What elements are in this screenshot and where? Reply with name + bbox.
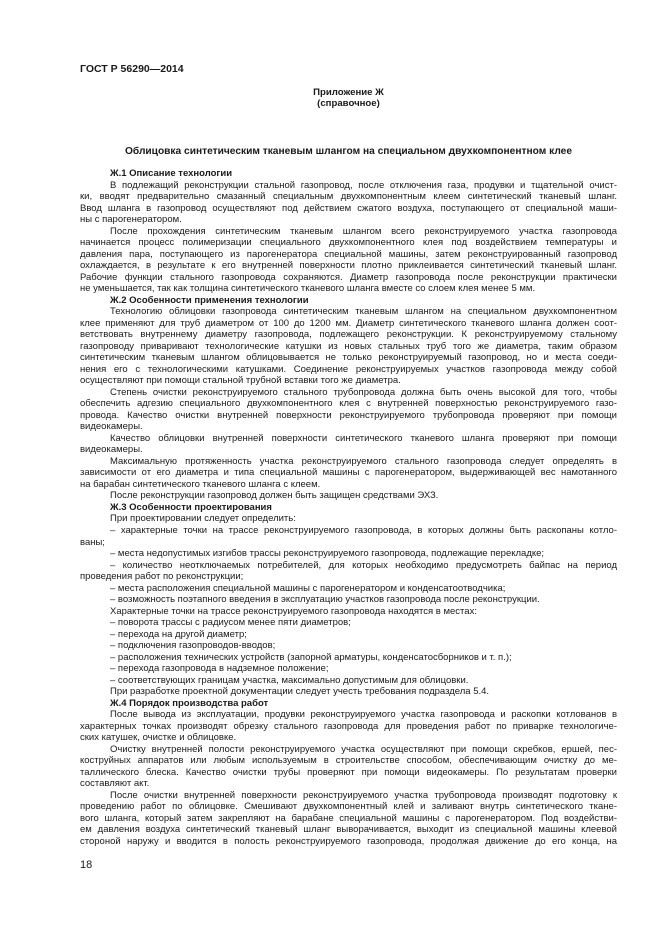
- text-line: начинается процесс полимеризации специального двухкомпонентного клея под воздействием температуры и: [80, 237, 617, 249]
- text-line: не уменьшается, так как толщина синтетического тканевого шланга вместе со слоем клея менее 5 мм.: [80, 283, 536, 295]
- text-line: коструйных аппаратов или любым используемым в строительстве способом, обеспечивающим очистку до ме-: [80, 755, 617, 767]
- text-line: зависимости от его диаметра и типа специальной машины с парогенератором, выдерживающей вес намотанного: [80, 467, 617, 479]
- text-line: – соответствующих границам участка, максимально допустимым для облицовки.: [110, 674, 469, 686]
- text-line: – поворота трассы с радиусом менее пяти диаметров;: [110, 617, 351, 629]
- text-line: Рабочие функции стального газопровода сохраняются. Диаметр газопровода после реконструкции практически: [80, 271, 617, 283]
- text-line: обеспечить адгезию специального двухкомпонентного клея с внутренней поверхностью реконструируемого газо-: [80, 398, 617, 410]
- text-line: осуществляют при помощи стальной трубной вставки того же диаметра.: [80, 375, 401, 387]
- text-line: ем давления воздуха синтетический тканевый шланг выворачивается, выходит из специальной машины клеевой: [80, 824, 617, 836]
- text-line: После вывода из эксплуатации, продувки реконструируемого участка газопровода и раскопки котлованов в: [110, 709, 617, 721]
- text-line: провода. Качество очистки внутренней поверхности реконструируемого трубопровода проверяют при помощи: [80, 409, 617, 421]
- text-line: – возможность поэтапного введения в эксплуатацию участков газопровода после реконструкции.: [110, 594, 540, 606]
- text-line: газопроводу приваривают технологические катушки из новых стальных труб того же диаметра, таким образом: [80, 340, 617, 352]
- appendix-label: Приложение Ж: [313, 87, 384, 98]
- text-line: – места недопустимых изгибов трассы реконструируемого газопровода, подлежащие перекладке;: [110, 548, 545, 560]
- text-line: Степень очистки реконструируемого стального трубопровода должна быть очень высокой для того, чтобы: [110, 386, 617, 398]
- subsection-heading: Ж.3 Особенности проектирования: [110, 501, 272, 513]
- document-number: ГОСТ Р 56290—2014: [80, 63, 184, 75]
- text-line: ских катушек, очистке и облицовке.: [80, 732, 237, 744]
- text-line: вого шланга, который затем закрепляют на барабане специальной машины с парогенератором. Под воздействи-: [80, 812, 617, 824]
- text-line: При разработке проектной документации следует учесть требования подраздела 5.4.: [110, 686, 490, 698]
- text-line: охлаждается, в результате к его внутренней поверхности плотно приклеивается синтетический тканевый шланг.: [80, 260, 617, 272]
- text-line: видеокамеры.: [80, 444, 143, 456]
- text-line: Максимальную протяженность участка реконструируемого стального газопровода следует определять в: [110, 455, 617, 467]
- text-line: стороной наружу и вводится в полость реконструируемого газопровода, продолжая движение до его конца, на: [80, 835, 617, 847]
- text-line: составляют акт.: [80, 778, 150, 790]
- text-line: проведению работ по облицовке. Смешивают двухкомпонентный клей и заливают внутрь синтетического ткане-: [80, 801, 617, 813]
- text-line: нения его с технологическими катушками. Соединение реконструируемых участков газопровода между собой: [80, 363, 617, 375]
- text-line: характерных точках производят обрезку стального газопровода для проведения работ по приварке технологиче-: [80, 720, 617, 732]
- text-line: ваны;: [80, 536, 105, 548]
- text-line: Характерные точки на трассе реконструируемого газопровода находятся в местах:: [110, 605, 477, 617]
- text-line: клее применяют для труб диаметром от 100 до 1200 мм. Диаметр синтетического тканевого шланга должен соот-: [80, 317, 617, 329]
- text-line: В подлежащий реконструкции стальной газопровод, после отключения газа, продувки и тщательной очист-: [110, 179, 617, 191]
- text-line: таллического блеска. Качество очистки трубы проверяют при помощи видеокамеры. По результатам проверки: [80, 766, 617, 778]
- text-line: Качество облицовки внутренней поверхности синтетического тканевого шланга проверяют при помощи: [110, 432, 617, 444]
- text-line: Очистку внутренней полости реконструируемого участка осуществляют при помощи скребков, ершей, пес-: [110, 743, 617, 755]
- text-line: Технологию облицовки газопровода синтетическим тканевым шлангом на специальном двухкомпонентном: [110, 306, 617, 318]
- text-line: – количество неотключаемых потребителей, для которых необходимо предусмотреть байпас на период: [110, 559, 617, 571]
- body-text: [80, 168, 617, 847]
- text-line: – перехода газопровода в надземное положение;: [110, 663, 329, 675]
- text-line: проведения работ по реконструкции;: [80, 571, 244, 583]
- text-line: синтетическим тканевым шлангом облицовывается не только реконструируемый газопровод, но и места соеди-: [80, 352, 617, 364]
- text-line: – расположения технических устройств (запорной арматуры, конденсатосборников и т. п.);: [110, 651, 512, 663]
- subsection-heading: Ж.4 Порядок производства работ: [110, 697, 269, 709]
- text-line: ветствовать внутреннему диаметру газопровода, подлежащего реконструкции. К реконструируемому стальному: [80, 329, 617, 341]
- page-number: 18: [80, 859, 93, 871]
- text-line: на барабан синтетического тканевого шланга с клеем.: [80, 478, 321, 490]
- section-title: Облицовка синтетическим тканевым шлангом на специальном двухкомпонентном клее: [124, 146, 572, 157]
- text-line: После реконструкции газопровод должен быть защищен средствами ЭХЗ.: [110, 490, 439, 502]
- text-line: – места расположения специальной машины с парогенератором и конденсатоотводчика;: [110, 582, 506, 594]
- subsection-heading: Ж.2 Особенности применения технологии: [110, 294, 309, 306]
- text-line: – подключения газопроводов-вводов;: [110, 640, 276, 652]
- text-line: При проектировании следует определить:: [110, 513, 296, 525]
- text-line: – характерные точки на трассе реконструируемого газопровода, в которых должны быть раскопаны котло-: [110, 524, 617, 536]
- text-line: После очистки внутренней поверхности реконструируемого участка трубопровода производят подготовку к: [110, 789, 617, 801]
- subsection-heading: Ж.1 Описание технологии: [110, 168, 233, 179]
- text-line: Ввод шланга в газопровод осуществляют под действием сжатого воздуха, поступающего от специальной маши-: [80, 202, 617, 214]
- text-line: ны с парогенератором.: [80, 214, 182, 226]
- text-line: видеокамеры.: [80, 421, 143, 433]
- text-line: После прохождения синтетическим тканевым шлангом всего реконструируемого участка газопровода: [110, 225, 617, 237]
- text-line: ки, вводят предварительно смазанный специальным двухкомпонентным клеем синтетический тканевый шланг.: [80, 191, 617, 203]
- text-line: – перехода на другой диаметр;: [110, 628, 247, 640]
- text-line: давления пара, поступающего из парогенератора специальной машины, затем реконструированный газопровод: [80, 248, 617, 260]
- appendix-kind: (справочное): [317, 98, 380, 109]
